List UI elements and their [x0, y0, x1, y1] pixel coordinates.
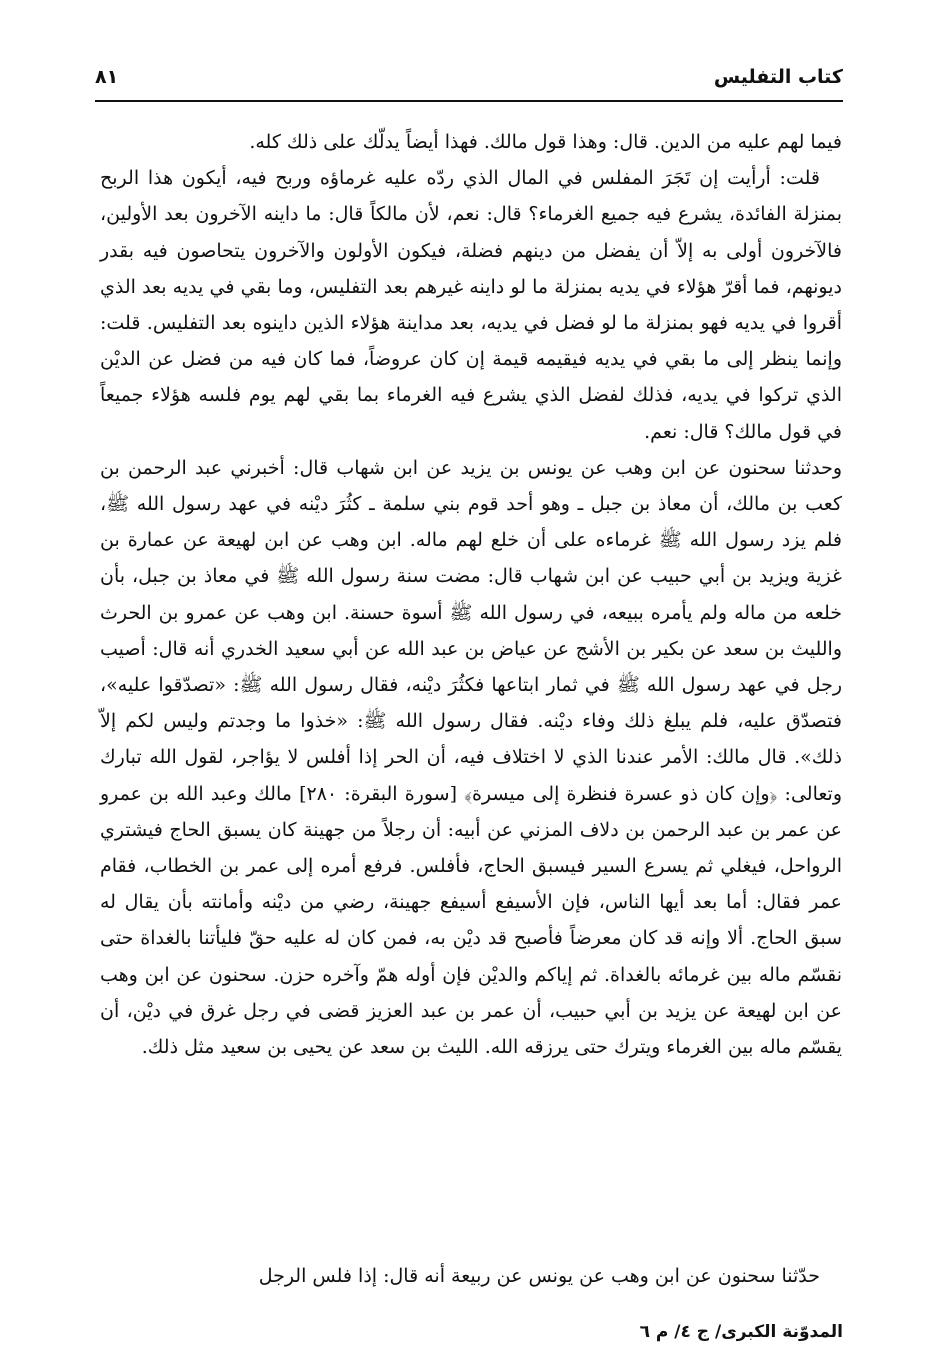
- chapter-title: كتاب التفليس: [713, 66, 843, 88]
- running-header: [95, 62, 843, 100]
- main-text: [100, 124, 842, 1065]
- header-divider: [95, 100, 843, 102]
- paragraph: قلت: أرأيت إن تَجَرَ المفلس في المال الذي ردّه عليه غرماؤه وربح فيه، أيكون هذا الربح بمنزلة الفائدة، يشرع فيه جميع الغرماء؟ قال: نعم، لأن مالكاً قال: ما داينه الآخرون بعد الأولين، فالآخرون أولى به إلاّ أن يفضل من دينهم فضلة، فيكون الأولون والآخرون يتحاصون فيه بقدر ديونهم، فما أقرّ هؤلاء في يديه بمنزلة ما لو داينه غيرهم بعد التفليس، وما بقي في يديه بعد الذي أقروا في يديه فهو بمنزلة ما لو فضل في يديه، بعد مداينة هؤلاء الذين داينوه بعد التفليس. قلت: وإنما ينظر إلى ما بقي في يديه فيقيمه قيمة إن كان عروضاً، فما كان فيه من فضل عن الديْن الذي تركوا في يديه، فذلك لفضل الذي يشرع فيه الغرماء بما بقي لهم يوم فلسه هؤلاء جميعاً في قول مالك؟ قال: نعم.: [100, 167, 842, 443]
- volume-reference: المدوّنة الكبرى/ ج ٤/ م ٦: [639, 1322, 843, 1342]
- paragraph: وحدثنا سحنون عن ابن وهب عن يونس بن يزيد عن ابن شهاب قال: أخبرني عبد الرحمن بن كعب بن مالك، أن معاذ بن جبل ـ وهو أحد قوم بني سلمة ـ كثُرَ ديْنه في عهد رسول الله ﷺ، فلم يزد رسول الله ﷺ غرماءه على أن خلع لهم ماله. ابن وهب عن ابن لهيعة عن عمارة بن غزية ويزيد بن أبي حبيب عن ابن شهاب قال: مضت سنة رسول الله ﷺ في معاذ بن جبل، بأن خلعه من ماله ولم يأمره ببيعه، في رسول الله ﷺ أسوة حسنة. ابن وهب عن عمرو بن الحرث والليث بن سعد عن بكير بن الأشج عن عياض بن عبد الله عن أبي سعيد الخدري أنه قال: أصيب رجل في عهد رسول الله ﷺ في ثمار ابتاعها فكثُرَ ديْنه، فقال رسول الله ﷺ: «تصدّقوا عليه»، فتصدّق عليه، فلم يبلغ ذلك وفاء ديْنه. فقال رسول الله ﷺ: «خذوا ما وجدتم وليس لكم إلاّ ذلك». قال مالك: الأمر عندنا الذي لا اختلاف فيه، أن الحر إذا أفلس لا يؤاجر، لقول الله تبارك وتعالى: ﴿وإن كان ذو عسرة فنظرة إلى ميسرة﴾ [سورة البقرة: ٢٨٠] مالك وعبد الله بن عمرو عن عمر بن عبد الرحمن بن دلاف المزني عن أبيه: أن رجلاً من جهينة كان يسبق الحاج فيشتري الرواحل، فيغلي ثم يسرع السير فيسبق الحاج، فأفلس. فرفع أمره إلى عمر بن الخطاب، فقام عمر فقال: أما بعد أيها الناس، فإن الأسيفع أسيفع جهينة، رضي من ديْنه وأمانته بأن يقال له سبق الحاج. ألا وإنه قد كان معرضاً فأصبح قد ديْن به، فمن كان له عليه حقّ فليأتنا بالغداة حتى نقسّم ماله بين غرمائه بالغداة. ثم إياكم والديْن فإن أوله همّ وآخره حزن. سحنون عن ابن وهب عن ابن لهيعة عن يزيد بن أبي حبيب، أن عمر بن عبد العزيز قضى في رجل غرق في ديْن، أن يقسّم ماله بين الغرماء ويترك حتى يرزقه الله. الليث بن سعد عن يحيى بن سعيد مثل ذلك.: [100, 456, 843, 1059]
- page-footer: [95, 1320, 843, 1350]
- page-number: ٨١: [95, 66, 119, 88]
- paragraph: فيما لهم عليه من الدين. قال: وهذا قول مالك. فهذا أيضاً يدلّك على ذلك كله.: [249, 131, 842, 153]
- closing-paragraph: حدّثنا سحنون عن ابن وهب عن يونس عن ربيعة أنه قال: إذا فلس الرجل: [258, 1265, 820, 1287]
